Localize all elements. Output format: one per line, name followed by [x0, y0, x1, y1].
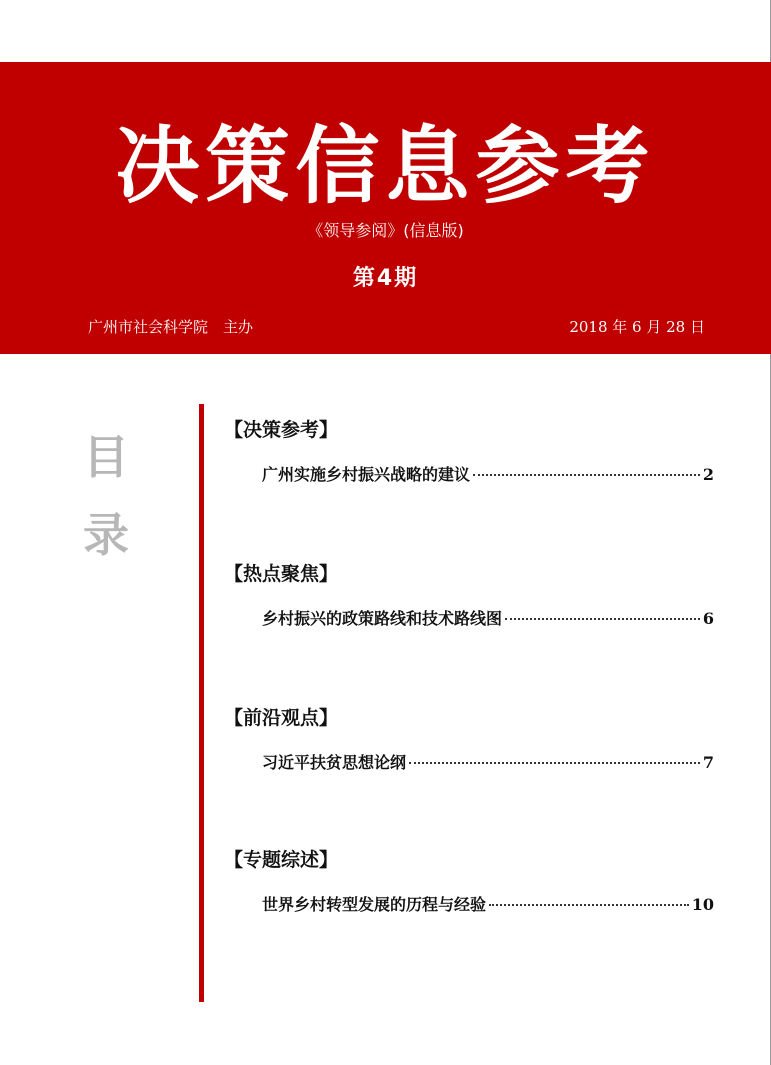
section-title: 【前沿观点】 [224, 707, 339, 729]
sponsor-text: 广州市社会科学院 主办 [88, 318, 254, 336]
toc-entry-title: 广州实施乡村振兴战略的建议 [262, 465, 471, 484]
dot-leader [489, 904, 689, 906]
toc-entry[interactable] [224, 608, 714, 630]
toc-section-hot-topics [224, 562, 714, 630]
issue-number: 第4期 [352, 266, 419, 291]
toc-section-frontier-views [224, 706, 714, 774]
toc-entry-page: 10 [691, 895, 714, 914]
toc-entry-page: 2 [702, 465, 714, 484]
toc-entry[interactable] [224, 894, 714, 916]
toc-entry[interactable] [224, 464, 714, 486]
header-banner [0, 62, 771, 354]
publication-date: 2018 年 6 月 28 日 [569, 318, 705, 336]
publication-title: 决策信息参考 [115, 116, 656, 215]
toc-divider-bar [199, 404, 204, 1002]
toc-entry-title: 世界乡村转型发展的历程与经验 [262, 895, 487, 914]
toc-section-special-review [224, 848, 714, 916]
toc-entry-title: 乡村振兴的政策路线和技术路线图 [262, 609, 503, 628]
toc-heading-char: 录 [83, 508, 129, 562]
section-title: 【专题综述】 [224, 849, 339, 871]
toc-entry-page: 7 [702, 753, 714, 772]
toc-entry-page: 6 [702, 609, 714, 628]
toc-heading-char: 目 [83, 430, 129, 484]
toc-entry[interactable] [224, 752, 714, 774]
section-title: 【热点聚焦】 [224, 563, 339, 585]
toc-entry-title: 习近平扶贫思想论纲 [262, 753, 407, 772]
section-title: 【决策参考】 [224, 419, 339, 441]
dot-leader [409, 762, 700, 764]
toc-heading [80, 418, 132, 574]
toc-section-decision-reference [224, 418, 714, 486]
dot-leader [473, 474, 700, 476]
dot-leader [505, 618, 700, 620]
publication-subtitle: 《领导参阅》(信息版) [307, 221, 464, 240]
